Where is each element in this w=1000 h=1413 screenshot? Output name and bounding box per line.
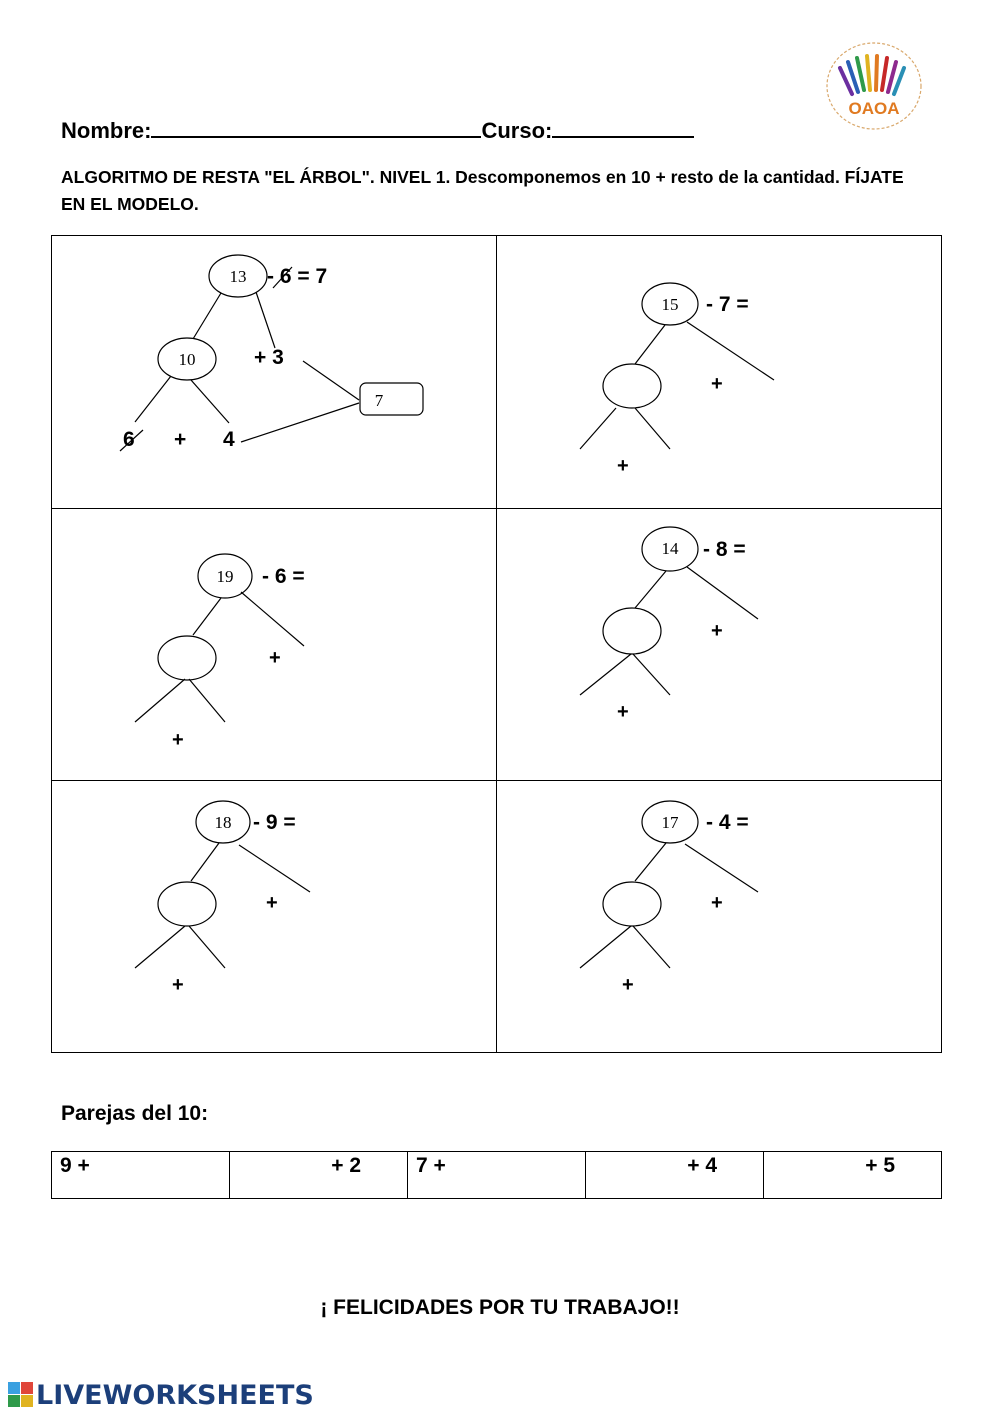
- ex1-top-number: 15: [661, 295, 679, 314]
- ex3-plus-right: +: [711, 620, 723, 642]
- ex1-plus-right: +: [711, 373, 723, 395]
- model-split-plus: +: [174, 428, 187, 451]
- course-label: Curso:: [481, 118, 553, 143]
- ex4-top-number: 18: [214, 813, 232, 832]
- ex5-equation: - 4 =: [706, 811, 749, 834]
- name-label: Nombre:: [61, 118, 152, 143]
- brand-text[interactable]: LIVEWORKSHEETS: [36, 1379, 314, 1411]
- instructions: ALGORITMO DE RESTA "EL ÁRBOL". NIVEL 1. Descomponemos en 10 + resto de la cantidad. FÍJATE EN EL MODELO.: [61, 167, 904, 214]
- course-field[interactable]: [552, 116, 694, 138]
- ex2-answer-node[interactable]: [158, 636, 216, 680]
- pair-cell-1[interactable]: 9 +: [52, 1152, 230, 1199]
- liveworksheets-logo-icon: [8, 1382, 34, 1408]
- ex5-plus-right: +: [711, 892, 723, 914]
- oaoa-logo-icon: [822, 38, 926, 134]
- name-field[interactable]: [151, 116, 481, 138]
- pair-cell-5[interactable]: + 5: [764, 1152, 942, 1199]
- ex2-plus-bottom: +: [172, 729, 184, 751]
- ex2-equation: - 6 =: [262, 565, 305, 588]
- ex4-plus-right: +: [266, 892, 278, 914]
- ex3-plus-bottom: +: [617, 701, 629, 723]
- svg-text:OAOA: OAOA: [848, 99, 900, 118]
- pairs-table: [51, 1151, 942, 1199]
- model-split-b: 4: [223, 428, 235, 451]
- header-line: [61, 116, 694, 144]
- ex2-plus-right: +: [269, 647, 281, 669]
- ex1-equation: - 7 =: [706, 293, 749, 316]
- model-right-part: + 3: [254, 346, 284, 369]
- ex4-answer-node[interactable]: [158, 882, 216, 926]
- ex5-plus-bottom: +: [622, 974, 634, 996]
- pair-cell-4[interactable]: + 4: [586, 1152, 764, 1199]
- ex2-top-number: 19: [216, 567, 234, 586]
- model-top-number: 13: [229, 267, 247, 286]
- model-left-number: 10: [178, 350, 196, 369]
- ex5-top-number: 17: [661, 813, 679, 832]
- model-result-box: 7: [374, 391, 384, 410]
- ex3-answer-node[interactable]: [603, 609, 661, 655]
- ex1-plus-bottom: +: [617, 455, 629, 477]
- ex4-plus-bottom: +: [172, 974, 184, 996]
- ex5-answer-node[interactable]: [603, 882, 661, 926]
- ex3-equation: - 8 =: [703, 538, 746, 561]
- pairs-title: Parejas del 10:: [61, 1102, 209, 1125]
- ex4-equation: - 9 =: [253, 811, 296, 834]
- model-split-a: 6: [123, 428, 135, 451]
- ex3-top-number: 14: [661, 539, 679, 558]
- model-equation: - 6 = 7: [267, 265, 328, 288]
- congrats-message: ¡ FELICIDADES POR TU TRABAJO!!: [320, 1296, 680, 1319]
- pair-cell-2[interactable]: + 2: [230, 1152, 408, 1199]
- ex1-answer-node[interactable]: [603, 364, 661, 408]
- pair-cell-3[interactable]: 7 +: [408, 1152, 586, 1199]
- footer-brand: [8, 1378, 314, 1412]
